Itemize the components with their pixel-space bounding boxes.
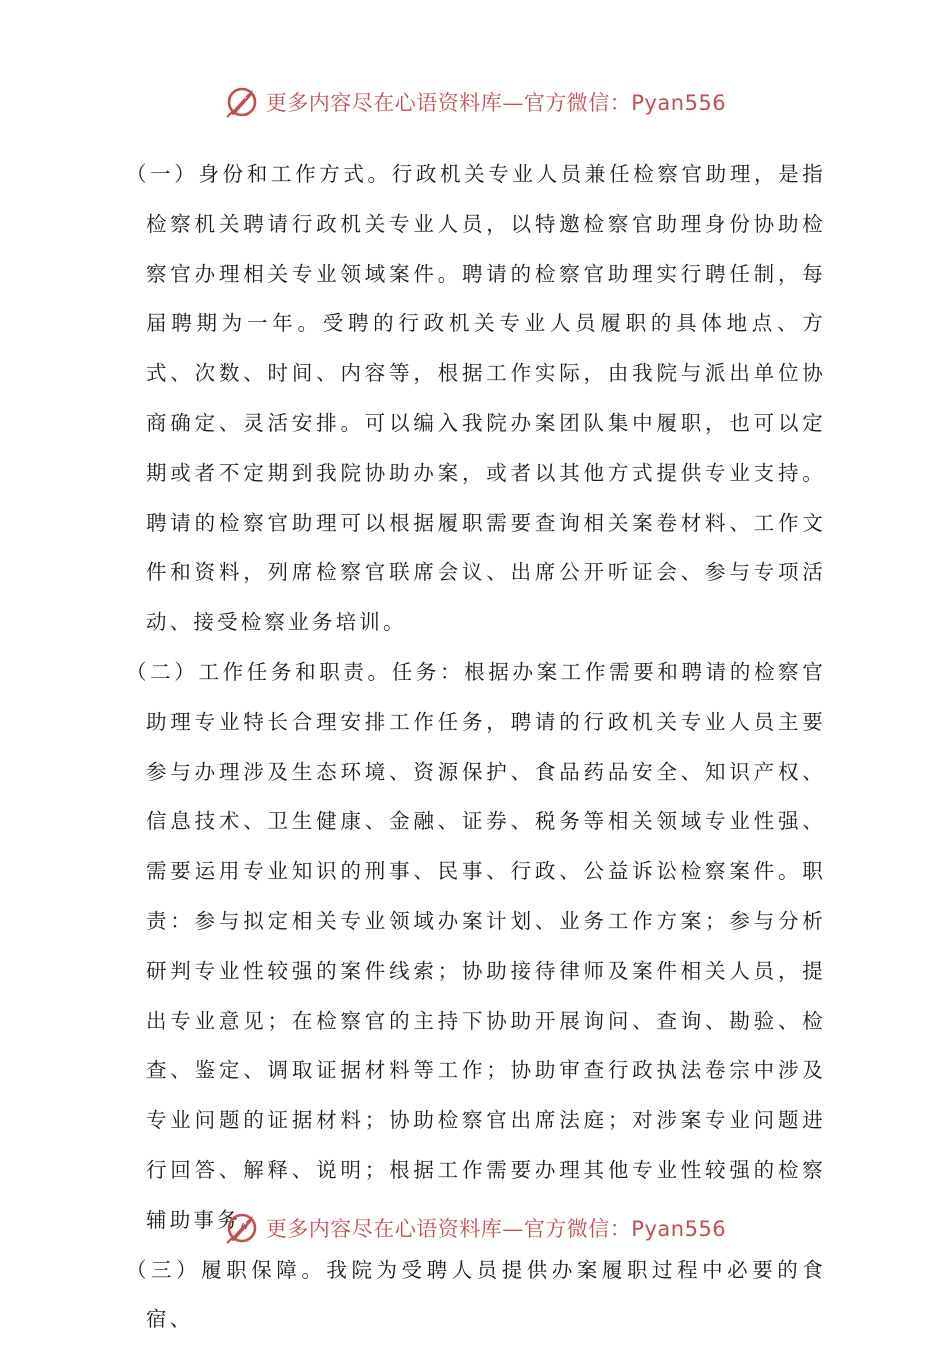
paragraph-marker: （二） [126, 659, 199, 684]
paragraph-text: 身份和工作方式。行政机关专业人员兼任检察官助理，是指检察机关聘请行政机关专业人员，以特邀检察官助理身份协助检察官办理相关专业领域案件。聘请的检察官助理实行聘任制，每届聘期为一年。受聘的行政机关专业人员履职的具体地点、方式、次数、时间、内容等，根据工作实际，由我院与派出单位协商确定、灵活安排。可以编入我院办案团队集中履职，也可以定期或者不定期到我院协助办案，或者以其他方式提供专业支持。聘请的检察官助理可以根据履职需要查询相关案卷材料、工作文件和资料，列席检察官联席会议、出席公开听证会、参与专项活动、接受检察业务培训。 [146, 162, 826, 635]
header-banner-text: 更多内容尽在心语资料库—官方微信：Pyan556 [265, 91, 727, 115]
paragraph-text: 工作任务和职责。任务：根据办案工作需要和聘请的检察官助理专业特长合理安排工作任务，聘请的行政机关专业人员主要参与办理涉及生态环境、资源保护、食品药品安全、知识产权、信息技术、卫生健康、金融、证券、税务等相关领域专业性强、需要运用专业知识的刑事、民事、行政、公益诉讼检察案件。职责：参与拟定相关专业领域办案计划、业务工作方案；参与分析研判专业性较强的案件线索；协助接待律师及案件相关人员，提出专业意见；在检察官的主持下协助开展询问、查询、勘验、检查、鉴定、调取证据材料等工作；协助审查行政执法卷宗中涉及专业问题的证据材料；协助检察官出席法庭；对涉案专业问题进行回答、解释、说明；根据工作需要办理其他专业性较强的检察辅助事务。 [146, 659, 826, 1232]
pen-logo-icon [224, 1210, 260, 1246]
paragraph-2 [126, 648, 826, 1246]
paragraph-3 [126, 1246, 827, 1345]
footer-banner-text: 更多内容尽在心语资料库—官方微信：Pyan556 [265, 1217, 727, 1241]
pen-logo-icon [224, 84, 260, 120]
paragraph-marker: （三） [126, 1257, 202, 1282]
footer-banner [0, 1208, 950, 1248]
header-banner [0, 82, 950, 122]
document-body [126, 150, 827, 1345]
paragraph-1 [126, 150, 826, 648]
paragraph-text: 履职保障。我院为受聘人员提供办案履职过程中必要的食宿、 [146, 1257, 827, 1332]
paragraph-marker: （一） [126, 162, 199, 186]
